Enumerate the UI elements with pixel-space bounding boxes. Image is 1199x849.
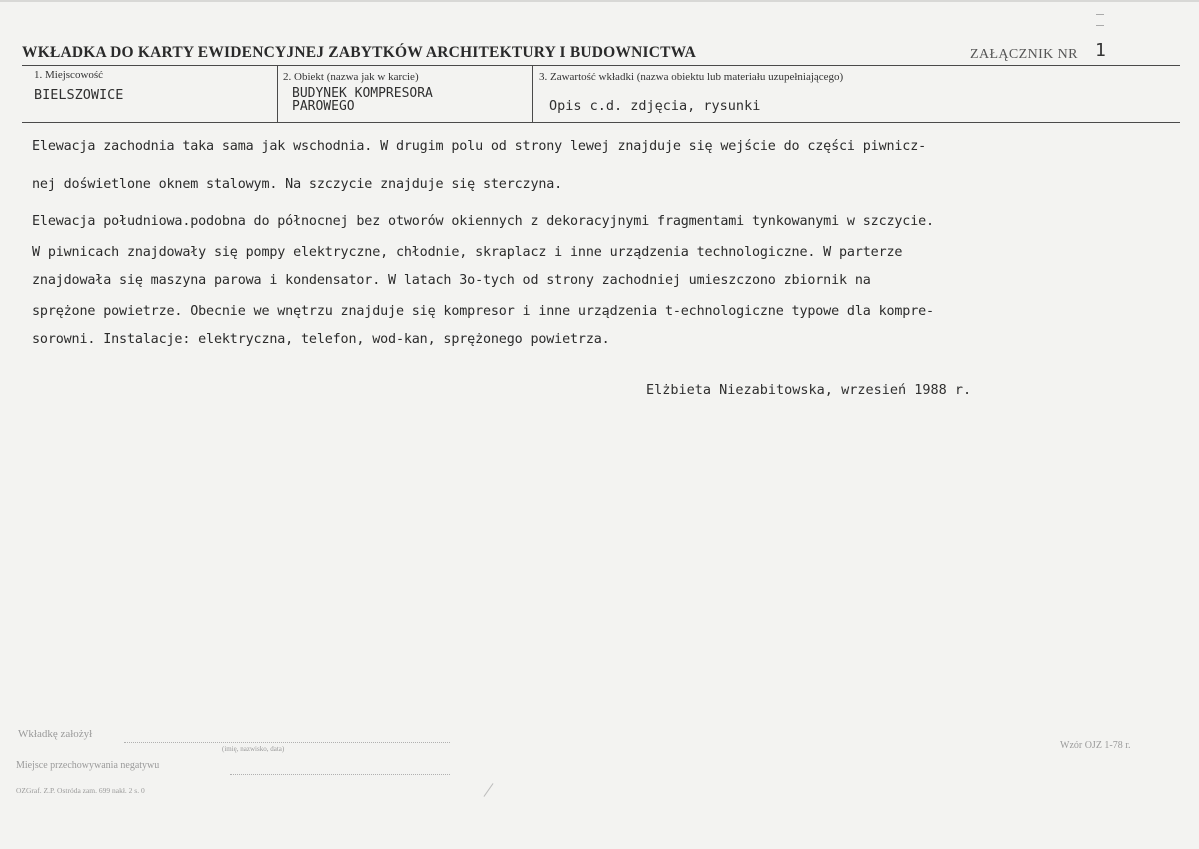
body-line: Elewacja zachodnia taka sama jak wschodnia. W drugim polu od strony lewej znajduje się wejście do części piwnicz- — [32, 139, 927, 154]
negative-location-line — [230, 774, 450, 775]
locality-value: BIELSZOWICE — [34, 87, 124, 103]
fold-mark — [484, 783, 494, 797]
object-value-line-2: PAROWEGO — [292, 99, 355, 114]
attachment-label: ZAŁĄCZNIK NR — [970, 47, 1078, 62]
form-title: WKŁADKA DO KARTY EWIDENCYJNEJ ZABYTKÓW ARCHITEKTURY I BUDOWNICTWA — [22, 44, 697, 61]
field-divider-2 — [532, 65, 533, 122]
body-line: sorowni. Instalacje: elektryczna, telefon, wod-kan, sprężonego powietrza. — [32, 332, 610, 347]
locality-label: 1. Miejscowość — [34, 69, 104, 81]
object-value-line-1: BUDYNEK KOMPRESORA — [292, 86, 433, 101]
body-line: nej doświetlone oknem stalowym. Na szczycie znajduje się sterczyna. — [32, 177, 563, 192]
body-line: W piwnicach znajdowały się pompy elektryczne, chłodnie, skraplacz i inne urządzenia technologiczne. W parterze — [32, 245, 903, 260]
signature: Elżbieta Niezabitowska, wrzesień 1988 r. — [646, 382, 972, 398]
header-rule — [22, 65, 1180, 66]
prepared-by-hint: (imię, nazwisko, data) — [222, 745, 285, 753]
prepared-by-label: Wkładkę założył — [18, 728, 93, 740]
corner-mark — [1096, 14, 1104, 26]
fields-bottom-rule — [22, 122, 1180, 123]
prepared-by-line — [124, 742, 450, 743]
print-info: OZGraf. Z.P. Ostróda zam. 699 nakł. 2 s. 0 — [16, 786, 145, 795]
body-line: Elewacja południowa.podobna do północnej bez otworów okiennych z dekoracyjnymi fragmentami tynkowanymi w szczycie. — [32, 214, 934, 229]
body-line: znajdowała się maszyna parowa i kondensator. W latach 3o-tych od strony zachodniej umieszczono zbiornik na — [32, 273, 871, 288]
body-line: sprężone powietrze. Obecnie we wnętrzu znajduje się kompresor i inne urządzenia t-echnologiczne typowe dla kompre- — [32, 304, 934, 319]
attachment-number: 1 — [1095, 40, 1106, 61]
negative-location-label: Miejsce przechowywania negatywu — [16, 760, 160, 771]
content-value: Opis c.d. zdjęcia, rysunki — [549, 98, 761, 114]
object-label: 2. Obiekt (nazwa jak w karcie) — [283, 71, 419, 83]
field-divider-1 — [277, 65, 278, 122]
form-model: Wzór OJZ 1-78 r. — [1060, 740, 1131, 751]
content-label: 3. Zawartość wkładki (nazwa obiektu lub materiału uzupełniającego) — [539, 71, 844, 83]
